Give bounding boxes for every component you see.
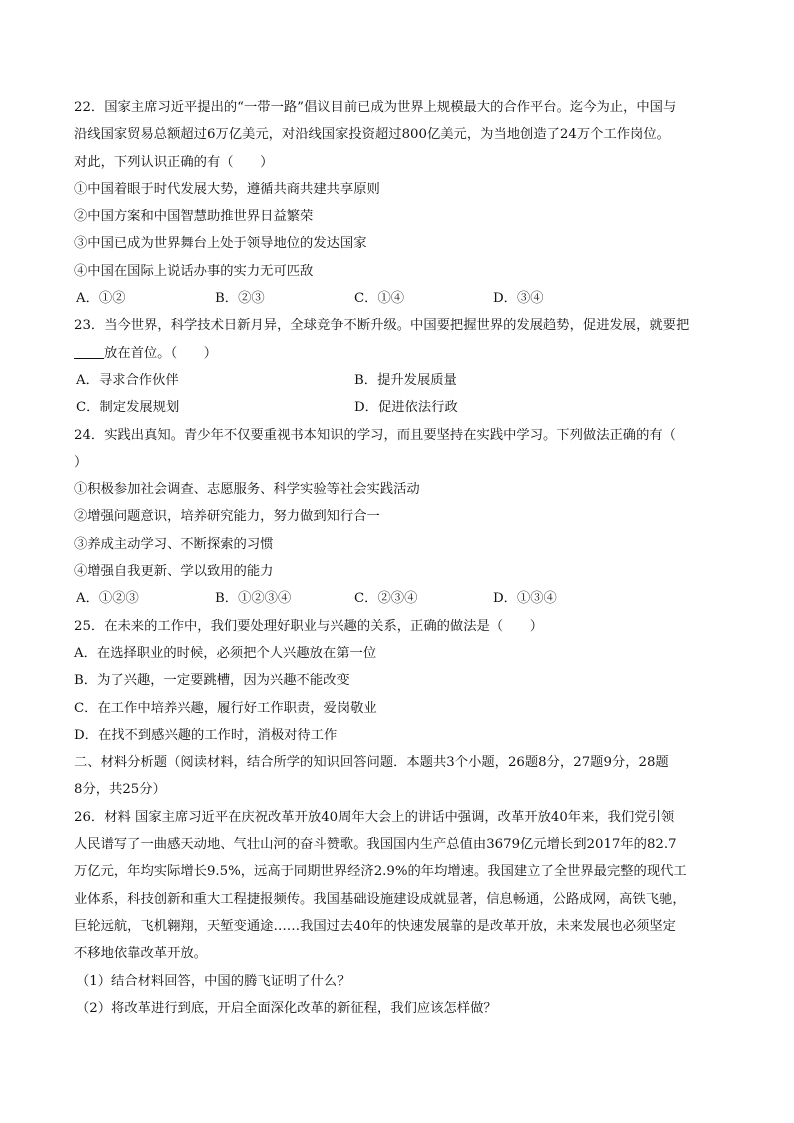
statement-item: ③中国已成为世界舞台上处于领导地位的发达国家 (74, 236, 367, 252)
option-b: B．为了兴趣，一定要跳槽，因为兴趣不能改变 (74, 673, 350, 689)
statement-item: ③养成主动学习、不断探索的习惯 (74, 536, 274, 552)
material-paragraph: 人民谱写了一曲感天动地、气壮山河的奋斗赞歌。我国国内生产总值由3679亿元增长到2017年的82.7 (74, 837, 677, 853)
section-heading (74, 749, 724, 804)
statement-item: ①中国着眼于时代发展大势，遵循共商共建共享原则 (74, 181, 380, 197)
question-stem: 对此，下列认识正确的有（ ） (74, 154, 274, 170)
question-stem: 25．在未来的工作中，我们要处理好职业与兴趣的关系，正确的做法是（ ） (74, 618, 544, 634)
question-24 (74, 422, 724, 613)
statement-item: ④增强自我更新、学以致用的能力 (74, 564, 274, 580)
exam-page (74, 94, 724, 1022)
sub-question-1: （1）结合材料回答，中国的腾飞证明了什么？ (76, 973, 351, 989)
option-c: C．①④ (354, 291, 405, 307)
material-paragraph: 不移地依靠改革开放。 (74, 946, 207, 962)
material-paragraph: 26．材料 国家主席习近平在庆祝改革开放40周年大会上的讲话中强调，改革开放40年来，我们党引领 (74, 809, 675, 825)
fill-blank (74, 344, 104, 359)
answer-options (74, 585, 724, 612)
option-b: B．①②③④ (215, 591, 292, 607)
option-b: B．提升发展质量 (354, 372, 457, 388)
question-25 (74, 613, 724, 749)
question-stem: 24．实践出真知。青少年不仅要重视书本知识的学习，而且要坚持在实践中学习。下列做法正确的有（ (74, 427, 676, 443)
option-d: D．在找不到感兴趣的工作时，消极对待工作 (74, 727, 338, 743)
option-b: B．②③ (215, 291, 265, 307)
statement-item: ①积极参加社会调查、志愿服务、科学实验等社会实践活动 (74, 482, 420, 498)
option-a: A．寻求合作伙伴 (76, 372, 179, 388)
statement-item: ②中国方案和中国智慧助推世界日益繁荣 (74, 209, 314, 225)
material-paragraph: 巨轮远航，飞机翱翔，天堑变通途……我国过去40年的快速发展靠的是改革开放，未来发展也必须坚定 (74, 918, 676, 934)
question-stem: ） (74, 454, 88, 470)
question-stem: 沿线国家贸易总额超过6万亿美元，对沿线国家投资超过800亿美元，为当地创造了24万个工作岗位。 (74, 127, 670, 143)
question-26 (74, 804, 724, 1022)
question-stem: 22．国家主席习近平提出的“一带一路”倡议目前已成为世界上规模最大的合作平台。迄今为止，中国与 (74, 100, 677, 115)
option-c: C．制定发展规划 (76, 400, 180, 416)
material-paragraph: 业体系，科技创新和重大工程捷报频传。我国基础设施建设成就显著，信息畅通，公路成网，高铁飞驰， (74, 891, 686, 907)
answer-options (74, 394, 724, 421)
answer-options (74, 285, 724, 312)
sub-question-2: （2）将改革进行到底，开启全面深化改革的新征程，我们应该怎样做？ (76, 1000, 497, 1016)
question-stem (74, 340, 724, 367)
option-a: A．①② (76, 291, 126, 307)
option-d: D．③④ (493, 291, 544, 307)
option-a: A．在选择职业的时候，必须把个人兴趣放在第一位 (74, 645, 377, 661)
statement-item: ②增强问题意识，培养研究能力，努力做到知行合一 (74, 509, 380, 525)
material-paragraph: 万亿元，年均实际增长9.5%，远高于同期世界经济2.9%的年均增速。我国建立了全世界最完整的现代工 (74, 864, 687, 880)
statement-item: ④中国在国际上说话办事的实力无可匹敌 (74, 263, 314, 279)
option-a: A．①②③ (76, 591, 139, 607)
option-d: D．促进依法行政 (354, 400, 458, 416)
section-heading-line: 8分，共25分） (74, 782, 166, 798)
question-stem: 23．当今世界，科学技术日新月异，全球竞争不断升级。中国要把握世界的发展趋势，促进发展，就要把 (74, 318, 690, 334)
option-c: C．在工作中培养兴趣，履行好工作职责，爱岗敬业 (74, 700, 377, 716)
option-d: D．①③④ (493, 591, 557, 607)
section-heading-line: 二、材料分析题（阅读材料，结合所学的知识回答问题．本题共3个小题，26题8分，27题9分，28题 (74, 755, 669, 771)
question-23 (74, 312, 724, 421)
question-stem-tail: 放在首位。（ ） (104, 345, 218, 361)
option-c: C．②③④ (354, 591, 418, 607)
answer-options (74, 367, 724, 394)
question-22 (74, 94, 724, 312)
